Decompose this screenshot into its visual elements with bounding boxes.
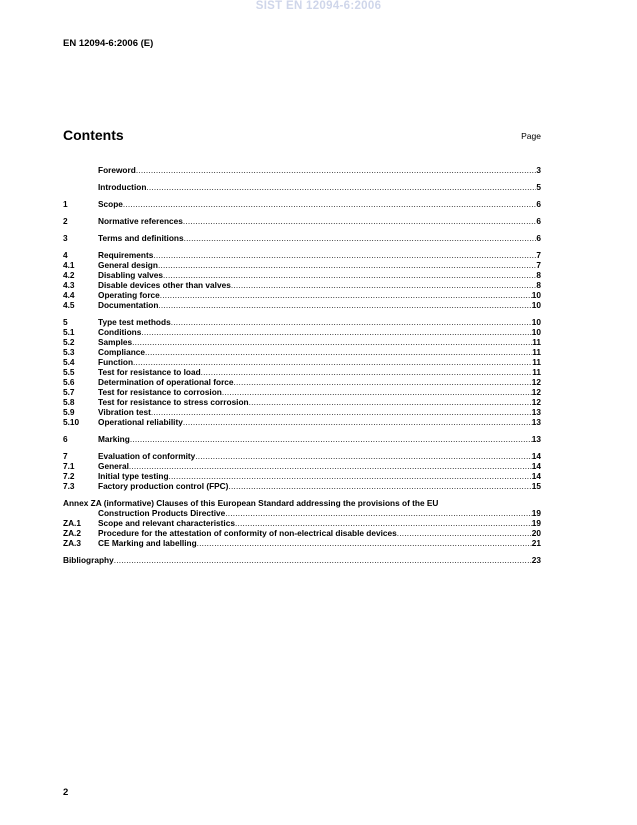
dot-leader — [249, 397, 532, 407]
annex-za-heading[interactable]: Annex ZA (informative) Clauses of this European Standard addressing the provisions of the EU — [63, 498, 439, 508]
toc-number: 7.1 — [63, 461, 75, 471]
dot-leader — [231, 280, 537, 290]
dot-leader — [129, 461, 532, 471]
toc-number: 5 — [63, 317, 68, 327]
toc-entry-1[interactable] — [63, 199, 541, 209]
toc-number: 4 — [63, 250, 68, 260]
toc-entry-3[interactable] — [63, 233, 541, 243]
toc-entry-7-3[interactable] — [63, 481, 541, 491]
toc-number: ZA.2 — [63, 528, 81, 538]
watermark: SIST EN 12094-6:2006 — [255, 0, 382, 12]
dot-leader — [171, 317, 532, 327]
toc-page: 6 — [536, 199, 541, 209]
toc-entry-5[interactable] — [63, 317, 541, 327]
toc-page: 20 — [531, 528, 541, 538]
toc-entry-za-2[interactable] — [63, 528, 541, 538]
toc-page: 10 — [531, 317, 541, 327]
toc-entry-5-5[interactable] — [63, 367, 541, 377]
toc-number: 4.2 — [63, 270, 75, 280]
toc-entry-foreword[interactable] — [63, 165, 541, 175]
toc-title: Scope — [98, 199, 123, 209]
toc-entry-bibliography[interactable] — [63, 555, 541, 565]
toc-entry-5-6[interactable] — [63, 377, 541, 387]
toc-entry-4-2[interactable] — [63, 270, 541, 280]
toc-title: General — [98, 461, 129, 471]
dot-leader — [183, 216, 537, 226]
toc-number: 5.2 — [63, 337, 75, 347]
toc-number: 5.1 — [63, 327, 75, 337]
toc-entry-za-3[interactable] — [63, 538, 541, 548]
toc-title: Terms and definitions — [98, 233, 184, 243]
dot-leader — [184, 233, 537, 243]
toc-number: 4.1 — [63, 260, 75, 270]
toc-page: 11 — [532, 347, 541, 357]
toc-title: Test for resistance to corrosion — [98, 387, 222, 397]
dot-leader — [133, 357, 532, 367]
toc-number: ZA.3 — [63, 538, 81, 548]
toc-page: 13 — [531, 434, 541, 444]
toc-number: 5.8 — [63, 397, 75, 407]
toc-entry-6[interactable] — [63, 434, 541, 444]
toc-title: Compliance — [98, 347, 146, 357]
dot-leader — [145, 347, 532, 357]
toc-entry-5-7[interactable] — [63, 387, 541, 397]
toc-title: Procedure for the attestation of conformity of non-electrical disable devices — [98, 528, 397, 538]
toc-title: Samples — [98, 337, 133, 347]
dot-leader — [132, 337, 532, 347]
toc-page: 11 — [532, 357, 541, 367]
document-id: EN 12094-6:2006 (E) — [63, 38, 154, 49]
toc-number: 7 — [63, 451, 68, 461]
toc-page: 8 — [536, 270, 541, 280]
toc-number: 7.2 — [63, 471, 75, 481]
contents-title: Contents — [63, 127, 124, 143]
annex-za-heading-continuation[interactable] — [63, 508, 541, 518]
toc-page: 10 — [531, 327, 541, 337]
toc-entry-4-3[interactable] — [63, 280, 541, 290]
toc-number: 7.3 — [63, 481, 75, 491]
toc-entry-4-5[interactable] — [63, 300, 541, 310]
toc-entry-7-2[interactable] — [63, 471, 541, 481]
dot-leader — [195, 451, 532, 461]
toc-page: 12 — [531, 377, 541, 387]
toc-entry-7-1[interactable] — [63, 461, 541, 471]
toc-entry-introduction[interactable] — [63, 182, 541, 192]
dot-leader — [158, 260, 536, 270]
toc-page: 11 — [532, 367, 541, 377]
toc-title: Documentation — [98, 300, 159, 310]
page-column-label: Page — [521, 131, 541, 141]
toc-title: Evaluation of conformity — [98, 451, 196, 461]
toc-title: Foreword — [98, 165, 136, 175]
toc-page: 13 — [531, 417, 541, 427]
toc-entry-4[interactable] — [63, 250, 541, 260]
dot-leader — [151, 407, 532, 417]
toc-entry-5-10[interactable] — [63, 417, 541, 427]
toc-title: Operational reliability — [98, 417, 183, 427]
toc-title: Construction Products Directive — [98, 508, 226, 518]
toc-title: Normative references — [98, 216, 183, 226]
dot-leader — [225, 508, 532, 518]
toc-number: 5.5 — [63, 367, 75, 377]
dot-leader — [397, 528, 532, 538]
dot-leader — [222, 387, 532, 397]
toc-page: 12 — [531, 397, 541, 407]
toc-entry-4-4[interactable] — [63, 290, 541, 300]
toc-number: 5.10 — [63, 417, 80, 427]
dot-leader — [228, 481, 531, 491]
dot-leader — [114, 555, 532, 565]
toc-title: Factory production control (FPC) — [98, 481, 229, 491]
dot-leader — [146, 182, 536, 192]
toc-page: 13 — [531, 407, 541, 417]
toc-page: 11 — [532, 337, 541, 347]
toc-title: Determination of operational force — [98, 377, 234, 387]
dot-leader — [234, 377, 532, 387]
toc-page: 19 — [531, 518, 541, 528]
toc-title: Type test methods — [98, 317, 171, 327]
toc-number: 1 — [63, 199, 68, 209]
toc-page: 21 — [531, 538, 541, 548]
table-of-contents — [63, 165, 541, 565]
toc-number: 5.6 — [63, 377, 75, 387]
toc-entry-5-4[interactable] — [63, 357, 541, 367]
toc-page: 7 — [536, 260, 541, 270]
toc-title: Disable devices other than valves — [98, 280, 231, 290]
toc-title: Disabling valves — [98, 270, 164, 280]
toc-page: 14 — [531, 471, 541, 481]
toc-number: ZA.1 — [63, 518, 81, 528]
dot-leader — [183, 417, 532, 427]
dot-leader — [169, 471, 532, 481]
toc-page: 12 — [531, 387, 541, 397]
toc-number: 5.3 — [63, 347, 75, 357]
dot-leader — [130, 434, 532, 444]
toc-number: 5.9 — [63, 407, 75, 417]
toc-page: 6 — [536, 233, 541, 243]
toc-number: 2 — [63, 216, 68, 226]
dot-leader — [141, 327, 531, 337]
toc-page: 5 — [536, 182, 541, 192]
toc-entry-2[interactable] — [63, 216, 541, 226]
toc-title: Initial type testing — [98, 471, 169, 481]
toc-number: 3 — [63, 233, 68, 243]
toc-title: Function — [98, 357, 134, 367]
dot-leader — [160, 290, 532, 300]
toc-title: Bibliography — [63, 555, 114, 565]
toc-entry-7[interactable] — [63, 451, 541, 461]
toc-title: Scope and relevant characteristics — [98, 518, 235, 528]
toc-entry-5-8[interactable] — [63, 397, 541, 407]
toc-page: 23 — [531, 555, 541, 565]
toc-entry-za-1[interactable] — [63, 518, 541, 528]
toc-title: General design — [98, 260, 158, 270]
toc-entry-5-1[interactable] — [63, 327, 541, 337]
toc-title: Introduction — [98, 182, 147, 192]
toc-title: Test for resistance to load — [98, 367, 201, 377]
toc-number: 4.5 — [63, 300, 75, 310]
toc-page: 14 — [531, 461, 541, 471]
dot-leader — [163, 270, 536, 280]
toc-number: 4.3 — [63, 280, 75, 290]
toc-page: 3 — [536, 165, 541, 175]
toc-page: 10 — [531, 300, 541, 310]
toc-number: 5.7 — [63, 387, 75, 397]
toc-page: 8 — [536, 280, 541, 290]
toc-title: Marking — [98, 434, 130, 444]
toc-title: Test for resistance to stress corrosion — [98, 397, 249, 407]
dot-leader — [201, 367, 533, 377]
toc-entry-4-1[interactable] — [63, 260, 541, 270]
dot-leader — [153, 250, 536, 260]
page-number: 2 — [63, 787, 69, 798]
toc-title: Operating force — [98, 290, 160, 300]
toc-number: 6 — [63, 434, 68, 444]
toc-page: 6 — [536, 216, 541, 226]
dot-leader — [136, 165, 537, 175]
toc-title: CE Marking and labelling — [98, 538, 197, 548]
toc-entry-5-3[interactable] — [63, 347, 541, 357]
toc-title: Requirements — [98, 250, 154, 260]
toc-entry-5-2[interactable] — [63, 337, 541, 347]
dot-leader — [123, 199, 536, 209]
toc-page: 14 — [531, 451, 541, 461]
dot-leader — [158, 300, 531, 310]
dot-leader — [235, 518, 532, 528]
toc-page: 15 — [531, 481, 541, 491]
toc-number: 5.4 — [63, 357, 75, 367]
toc-page: 10 — [531, 290, 541, 300]
toc-title: Vibration test — [98, 407, 151, 417]
toc-page: 7 — [536, 250, 541, 260]
toc-entry-5-9[interactable] — [63, 407, 541, 417]
dot-leader — [197, 538, 532, 548]
toc-page: 19 — [531, 508, 541, 518]
toc-number: 4.4 — [63, 290, 75, 300]
toc-title: Conditions — [98, 327, 142, 337]
